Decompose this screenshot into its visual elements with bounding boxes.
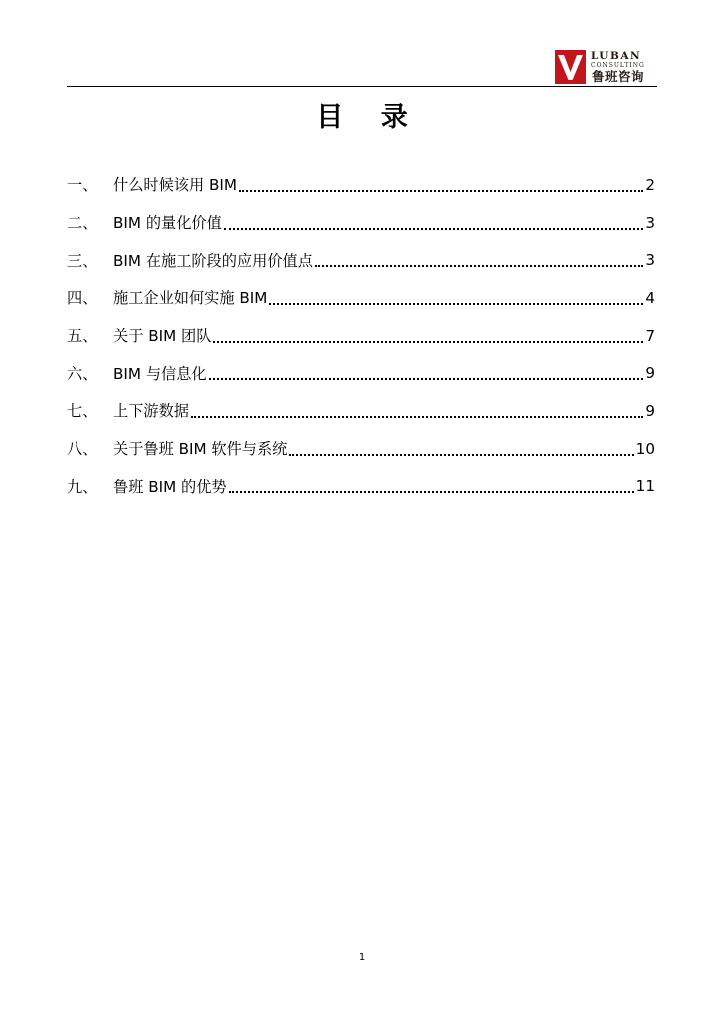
toc-entry-title: 什么时候该用 BIM xyxy=(113,176,237,195)
toc-entry-page: 4 xyxy=(645,288,655,307)
toc-entry-3[interactable] xyxy=(67,241,655,279)
toc-entry-page: 3 xyxy=(645,213,655,232)
toc-entry-title: 关于鲁班 BIM 软件与系统 xyxy=(113,440,288,459)
toc-entry-title: 关于 BIM 团队 xyxy=(113,327,212,346)
toc-entry-1[interactable] xyxy=(67,166,655,204)
toc-entry-9[interactable] xyxy=(67,468,655,506)
luban-v-logo-icon xyxy=(555,50,586,84)
toc-entry-2[interactable] xyxy=(67,204,655,242)
luban-logo xyxy=(555,50,657,85)
toc-dot-leader xyxy=(191,416,643,418)
logo-brand-en: LUBAN xyxy=(591,50,642,62)
toc-dot-leader xyxy=(289,454,633,456)
toc-entry-title: 鲁班 BIM 的优势 xyxy=(113,477,227,496)
toc-entry-number: 七、 xyxy=(67,402,98,421)
toc-entry-title: 施工企业如何实施 BIM xyxy=(113,289,268,308)
toc-entry-title: BIM 与信息化 xyxy=(113,364,207,383)
toc-dot-leader xyxy=(269,303,643,305)
header-divider xyxy=(67,86,657,87)
toc-entry-page: 11 xyxy=(635,477,655,496)
toc-entry-number: 三、 xyxy=(67,251,98,270)
toc-entry-number: 一、 xyxy=(67,176,98,195)
toc-entry-page: 2 xyxy=(645,175,655,194)
page-title: 目 录 xyxy=(316,102,422,133)
toc-dot-leader xyxy=(224,228,644,230)
toc-entry-page: 9 xyxy=(645,364,655,383)
toc-entry-5[interactable] xyxy=(67,317,655,355)
toc-entry-8[interactable] xyxy=(67,430,655,468)
toc-entry-page: 10 xyxy=(635,439,655,458)
page-number: 1 xyxy=(358,952,366,963)
logo-brand-cn: 鲁班咨询 xyxy=(592,69,645,84)
toc-entry-title: 上下游数据 xyxy=(113,402,189,421)
toc-dot-leader xyxy=(209,378,644,380)
table-of-contents xyxy=(67,166,655,505)
toc-entry-6[interactable] xyxy=(67,354,655,392)
toc-entry-page: 7 xyxy=(645,326,655,345)
toc-dot-leader xyxy=(239,190,643,192)
toc-entry-title: BIM 的量化价值 xyxy=(113,214,222,233)
toc-entry-number: 五、 xyxy=(67,327,98,346)
toc-dot-leader xyxy=(229,491,634,493)
toc-entry-page: 3 xyxy=(645,251,655,270)
toc-dot-leader xyxy=(315,265,643,267)
toc-entry-7[interactable] xyxy=(67,392,655,430)
toc-entry-title: BIM 在施工阶段的应用价值点 xyxy=(113,251,313,270)
toc-entry-number: 四、 xyxy=(67,289,98,308)
toc-entry-number: 九、 xyxy=(67,477,98,496)
toc-entry-page: 9 xyxy=(645,401,655,420)
toc-entry-number: 二、 xyxy=(67,214,98,233)
logo-brand-sub: CONSULTING xyxy=(591,62,645,69)
toc-entry-number: 八、 xyxy=(67,440,98,459)
toc-dot-leader xyxy=(213,341,643,343)
toc-entry-number: 六、 xyxy=(67,364,98,383)
toc-entry-4[interactable] xyxy=(67,279,655,317)
